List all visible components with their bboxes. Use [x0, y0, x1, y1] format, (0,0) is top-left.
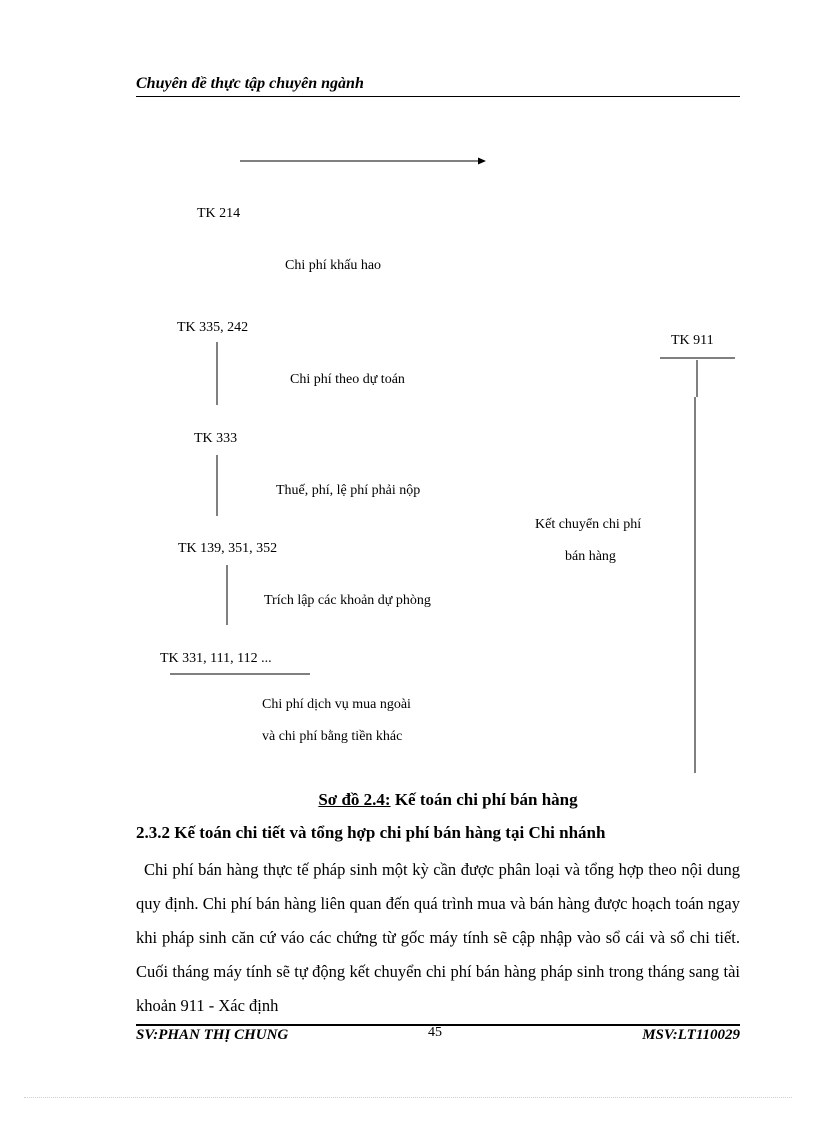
- header-title: Chuyên đề thực tập chuyên ngành: [136, 75, 364, 92]
- flow-thue: Thuế, phí, lệ phí phải nộp: [276, 483, 421, 498]
- account-tk911: TK 911: [671, 333, 714, 348]
- arrow-head-icon: [478, 158, 486, 165]
- flow-ket-chuyen-line2: bán hàng: [565, 549, 616, 564]
- flow-du-phong: Trích lập các khoản dự phòng: [264, 593, 431, 608]
- section-heading: 2.3.2 Kế toán chi tiết và tổng hợp chi phí bán hàng tại Chi nhánh: [136, 823, 606, 842]
- body-paragraph: Chi phí bán hàng thực tế pháp sinh một kỳ cần được phân loại và tổng hợp theo nội dung quy định. Chi phí bán hàng liên quan đến quá trình mua và bán hàng được hoạch toán ngay khi pháp sinh căn cứ váo các chứng từ gốc máy tính sẽ cập nhập vào sổ cái và sổ chi tiết. Cuối tháng máy tính sẽ tự động kết chuyển chi phí bán hàng pháp sinh trong tháng sang tài khoản 911 - Xác định: [136, 860, 740, 1015]
- account-tk139: TK 139, 351, 352: [178, 541, 278, 556]
- caption-prefix: Sơ đồ 2.4:: [318, 790, 391, 809]
- account-tk214: TK 214: [197, 206, 241, 221]
- footer-student-id: MSV:LT110029: [642, 1027, 740, 1043]
- diagram-caption: [0, 790, 816, 810]
- flow-ket-chuyen-line1: Kết chuyển chi phí: [535, 517, 642, 532]
- account-tk331: TK 331, 111, 112 ...: [160, 651, 272, 666]
- flow-dich-vu-line2: và chi phí bằng tiền khác: [262, 729, 403, 744]
- footer-student-name: SV:PHAN THỊ CHUNG: [136, 1027, 289, 1043]
- account-tk333: TK 333: [194, 431, 238, 446]
- account-tk335: TK 335, 242: [177, 320, 249, 335]
- flow-khau-hao: Chi phí khấu hao: [285, 258, 382, 273]
- page-number: 45: [428, 1025, 442, 1040]
- flow-dich-vu-line1: Chi phí dịch vụ mua ngoài: [262, 697, 411, 712]
- caption-title: Kế toán chi phí bán hàng: [390, 790, 578, 809]
- page-bottom-border: [24, 1097, 792, 1098]
- flow-du-toan: Chi phí theo dự toán: [290, 372, 405, 387]
